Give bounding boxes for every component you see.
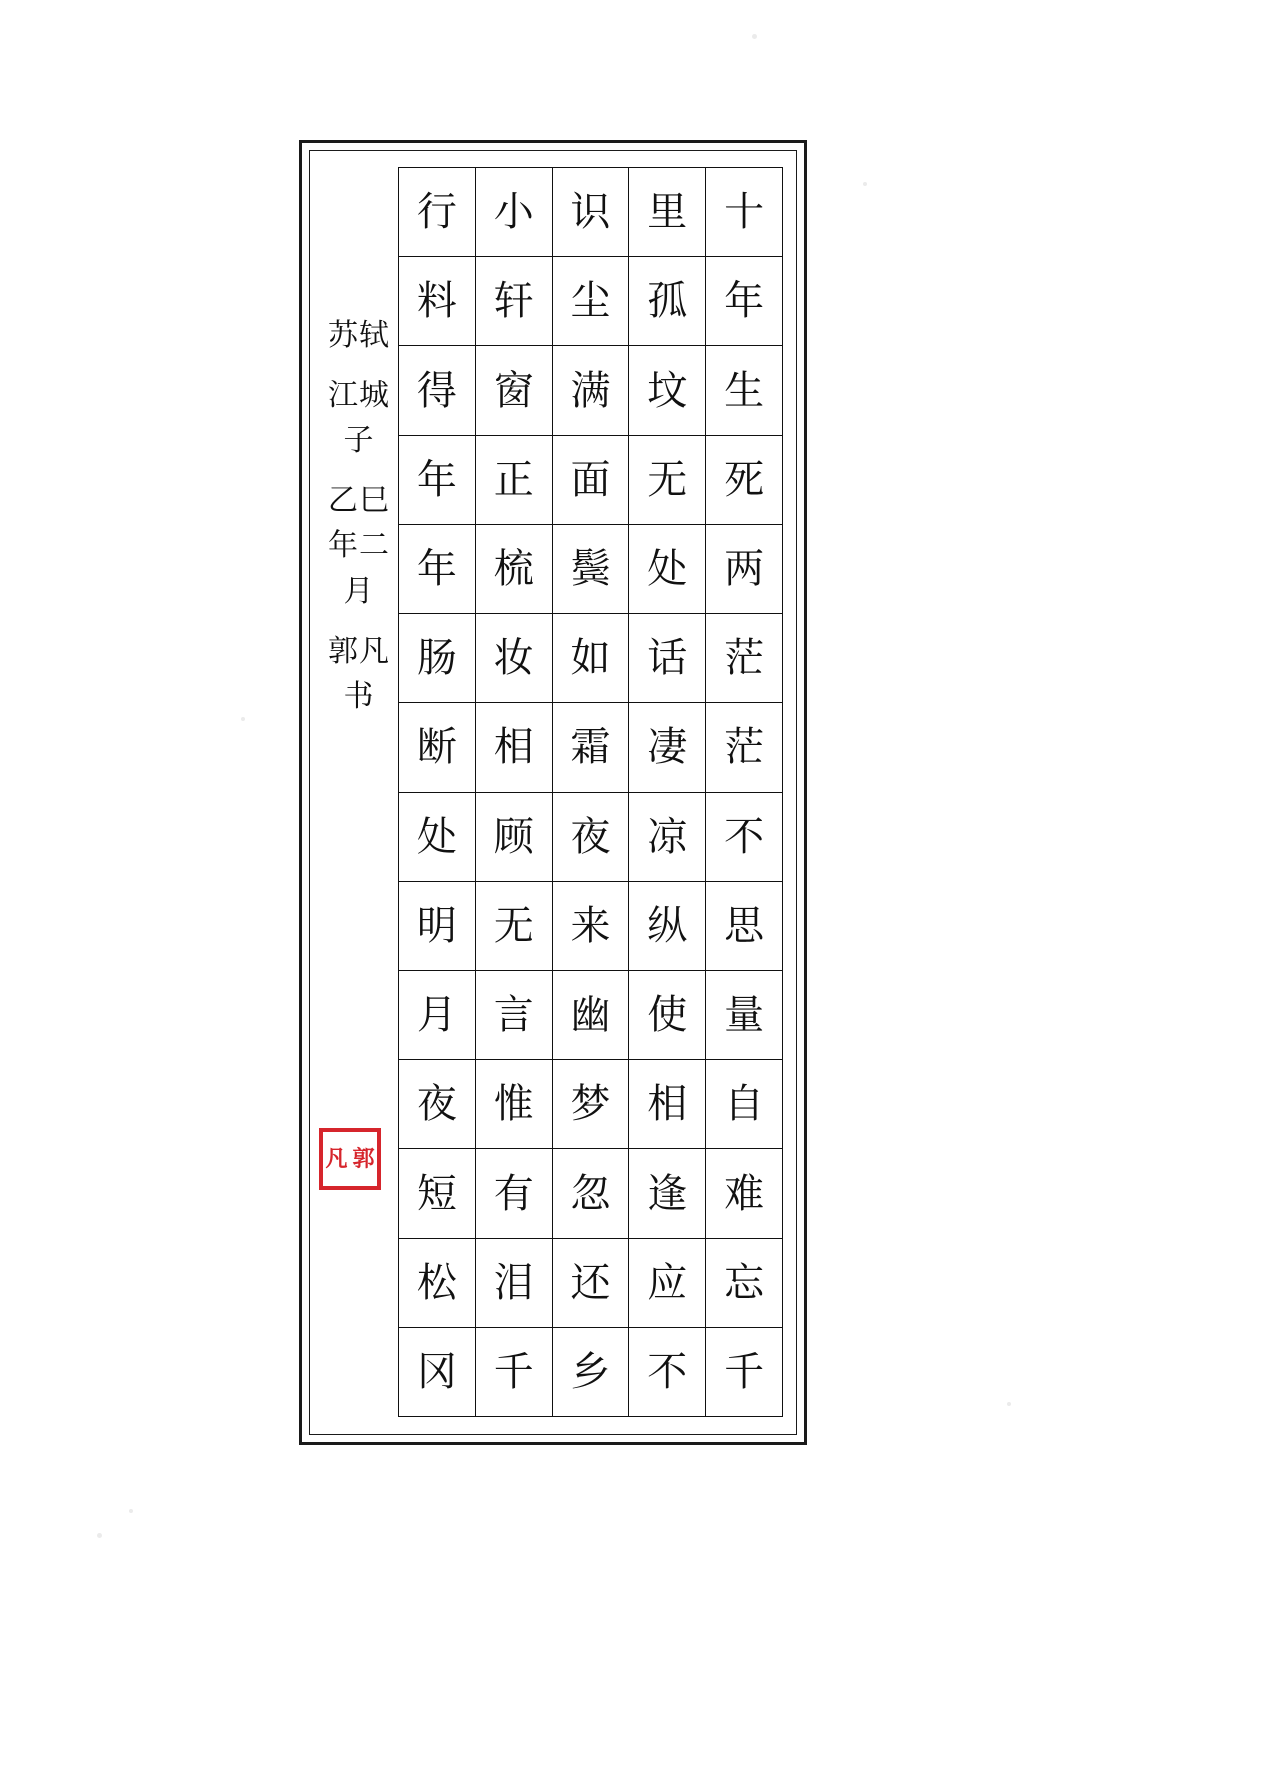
poem-cell: 忘: [706, 1239, 782, 1328]
poem-cell: 不: [706, 793, 782, 882]
poem-cell: 孤: [629, 257, 705, 346]
poem-column-2: [628, 167, 705, 1417]
poem-cell: 里: [629, 167, 705, 257]
poem-cell: 满: [553, 346, 629, 435]
poem-cell: 夜: [553, 793, 629, 882]
poem-cell: 霜: [553, 703, 629, 792]
poem-cell: 不: [629, 1328, 705, 1417]
poem-cell: 梦: [553, 1060, 629, 1149]
poem-cell: 料: [399, 257, 475, 346]
poem-cell: 话: [629, 614, 705, 703]
poem-cell: 年: [706, 257, 782, 346]
seal-char-1: 凡: [325, 1146, 348, 1172]
poem-column-4: [475, 167, 552, 1417]
poem-cell: 量: [706, 971, 782, 1060]
red-seal-stamp: [319, 1128, 381, 1190]
poem-cell: 使: [629, 971, 705, 1060]
poem-cell: 夜: [399, 1060, 475, 1149]
poem-cell: 明: [399, 882, 475, 971]
poem-column-1: [705, 167, 783, 1417]
paper-speck: [97, 1533, 102, 1538]
poem-cell: 妆: [476, 614, 552, 703]
poem-cell: 乡: [553, 1328, 629, 1417]
calligraphy-frame: [299, 140, 807, 1445]
colophon-spacer: [324, 615, 394, 629]
poem-cell: 死: [706, 436, 782, 525]
colophon-spacer: [324, 464, 394, 478]
poem-cell: 茫: [706, 703, 782, 792]
poem-cell: 茫: [706, 614, 782, 703]
paper-speck: [1007, 1402, 1011, 1406]
colophon-author: 苏轼: [328, 318, 390, 353]
poem-cell: 千: [706, 1328, 782, 1417]
poem-cell: 轩: [476, 257, 552, 346]
colophon-signature: [324, 313, 394, 720]
poem-cell: 忽: [553, 1149, 629, 1238]
poem-cell: 处: [399, 793, 475, 882]
poem-cell: 自: [706, 1060, 782, 1149]
poem-cell: 生: [706, 346, 782, 435]
poem-cell: 纵: [629, 882, 705, 971]
poem-cell: 尘: [553, 257, 629, 346]
poem-cell: 年: [399, 525, 475, 614]
poem-cell: 得: [399, 346, 475, 435]
poem-cell: 无: [629, 436, 705, 525]
poem-cell: 相: [476, 703, 552, 792]
poem-cell: 窗: [476, 346, 552, 435]
poem-column-3: [552, 167, 629, 1417]
poem-cell: 识: [553, 167, 629, 257]
poem-cell: 月: [399, 971, 475, 1060]
poem-cell: 松: [399, 1239, 475, 1328]
poem-cell: 断: [399, 703, 475, 792]
poem-cell: 鬓: [553, 525, 629, 614]
poem-cell: 还: [553, 1239, 629, 1328]
paper-speck: [129, 1509, 133, 1513]
poem-cell: 有: [476, 1149, 552, 1238]
poem-cell: 小: [476, 167, 552, 257]
poem-cell: 来: [553, 882, 629, 971]
paper-speck: [752, 34, 757, 39]
poem-cell: 年: [399, 436, 475, 525]
paper-speck: [863, 182, 867, 186]
poem-cell: 千: [476, 1328, 552, 1417]
poem-cell: 泪: [476, 1239, 552, 1328]
poem-cell: 短: [399, 1149, 475, 1238]
colophon-date: 乙巳年二月: [328, 482, 390, 609]
poem-cell: 处: [629, 525, 705, 614]
poem-column-5: [398, 167, 475, 1417]
poem-cell: 十: [706, 167, 782, 257]
poem-cell: 冈: [399, 1328, 475, 1417]
poem-cell: 正: [476, 436, 552, 525]
poem-cell: 思: [706, 882, 782, 971]
poem-character-grid: [398, 167, 783, 1417]
poem-cell: 凉: [629, 793, 705, 882]
poem-cell: 相: [629, 1060, 705, 1149]
poem-cell: 如: [553, 614, 629, 703]
poem-cell: 面: [553, 436, 629, 525]
seal-char-0: 郭: [352, 1146, 375, 1172]
poem-cell: 幽: [553, 971, 629, 1060]
poem-cell: 行: [399, 167, 475, 257]
poem-cell: 惟: [476, 1060, 552, 1149]
poem-cell: 逢: [629, 1149, 705, 1238]
poem-cell: 无: [476, 882, 552, 971]
colophon-calligrapher: 郭凡书: [328, 633, 390, 715]
colophon-spacer: [324, 359, 394, 373]
poem-cell: 难: [706, 1149, 782, 1238]
colophon-poem-title: 江城子: [328, 377, 390, 459]
poem-cell: 坟: [629, 346, 705, 435]
poem-cell: 两: [706, 525, 782, 614]
poem-cell: 应: [629, 1239, 705, 1328]
poem-cell: 凄: [629, 703, 705, 792]
paper-speck: [241, 717, 245, 721]
poem-cell: 肠: [399, 614, 475, 703]
poem-cell: 言: [476, 971, 552, 1060]
poem-cell: 梳: [476, 525, 552, 614]
poem-cell: 顾: [476, 793, 552, 882]
